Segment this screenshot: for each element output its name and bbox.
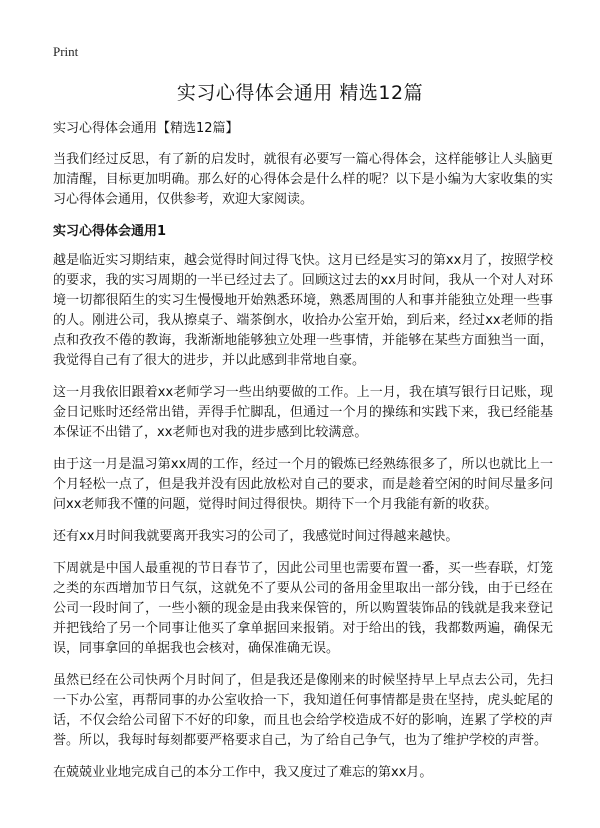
body-paragraph: 下周就是中国人最重视的节日春节了，因此公司里也需要布置一番，买一些春联，灯笼之类的东西增加节日气氛，这就免不了要从公司的备用金里取出一部分钱，由于已经在公司一段时间了，一些小额的现金是由我来保管的，所以购置装饰品的钱就是我来登记并把钱给了另一个同事让他买了拿单据回来报销。对于给出的钱，我都数两遍，确保无误，同事拿回的单据我也会核对，确保准确无误。 <box>53 561 553 656</box>
page-title: 实习心得体会通用 精选12篇 <box>176 82 424 104</box>
body-paragraph: 这一月我依旧跟着xx老师学习一些出纳要做的工作。上一月，我在填写银行日记账，现金日记账时还经常出错，弄得手忙脚乱，但通过一个月的操练和实践下来，我已经能基本保证不出错了，xx老师也对我的进步感到比较满意。 <box>53 385 553 440</box>
section-heading: 实习心得体会通用1 <box>53 224 167 239</box>
body-paragraph: 由于这一月是温习第xx周的工作，经过一个月的锻炼已经熟练很多了，所以也就比上一个月轻松一点了，但是我并没有因此放松对自己的要求，而是趁着空闲的时间尽量多问问xx老师我不懂的问题，觉得时间过得很快。期待下一个月我能有新的收获。 <box>53 457 553 512</box>
body-paragraph: 在兢兢业业地完成自己的本分工作中，我又度过了难忘的第xx月。 <box>53 765 433 780</box>
body-paragraph: 虽然已经在公司快两个月时间了，但是我还是像刚来的时候坚持早上早点去公司，先扫一下办公室，再帮同事的办公室收拾一下，我知道任何事情都是贵在坚持，虎头蛇尾的话，不仅会给公司留下不好的印象，而且也会给学校造成不好的影响，连累了学校的声誉。所以，我每时每刻都要严格要求自己，为了给自己争气，也为了维护学校的声誉。 <box>53 673 553 748</box>
article-body <box>53 119 553 795</box>
body-paragraph: 越是临近实习期结束，越会觉得时间过得飞快。这月已经是实习的第xx月了，按照学校的要求，我的实习周期的一半已经过去了。回顾这过去的xx月时间，我从一个对人对环境一切都很陌生的实习生慢慢地开始熟悉环境，熟悉周围的人和事并能独立处理一些事的人。刚进公司，我从擦桌子、端茶倒水，收拾办公室开始，到后来，经过xx老师的指点和孜孜不倦的教诲，我渐渐地能够独立处理一些事情，并能够在某些方面独当一面，我觉得自己有了很大的进步，并以此感到非常地自豪。 <box>53 253 553 368</box>
print-link[interactable]: Print <box>53 44 79 59</box>
intro-paragraph: 当我们经过反思，有了新的启发时，就很有必要写一篇心得体会，这样能够让人头脑更加清醒，目标更加明确。那么好的心得体会是什么样的呢？以下是小编为大家收集的实习心得体会通用，仅供参考，欢迎大家阅读。 <box>53 152 553 207</box>
body-paragraph: 还有xx月时间我就要离开我实习的公司了，我感觉时间过得越来越快。 <box>53 529 459 544</box>
article-subtitle: 实习心得体会通用【精选12篇】 <box>53 121 239 136</box>
